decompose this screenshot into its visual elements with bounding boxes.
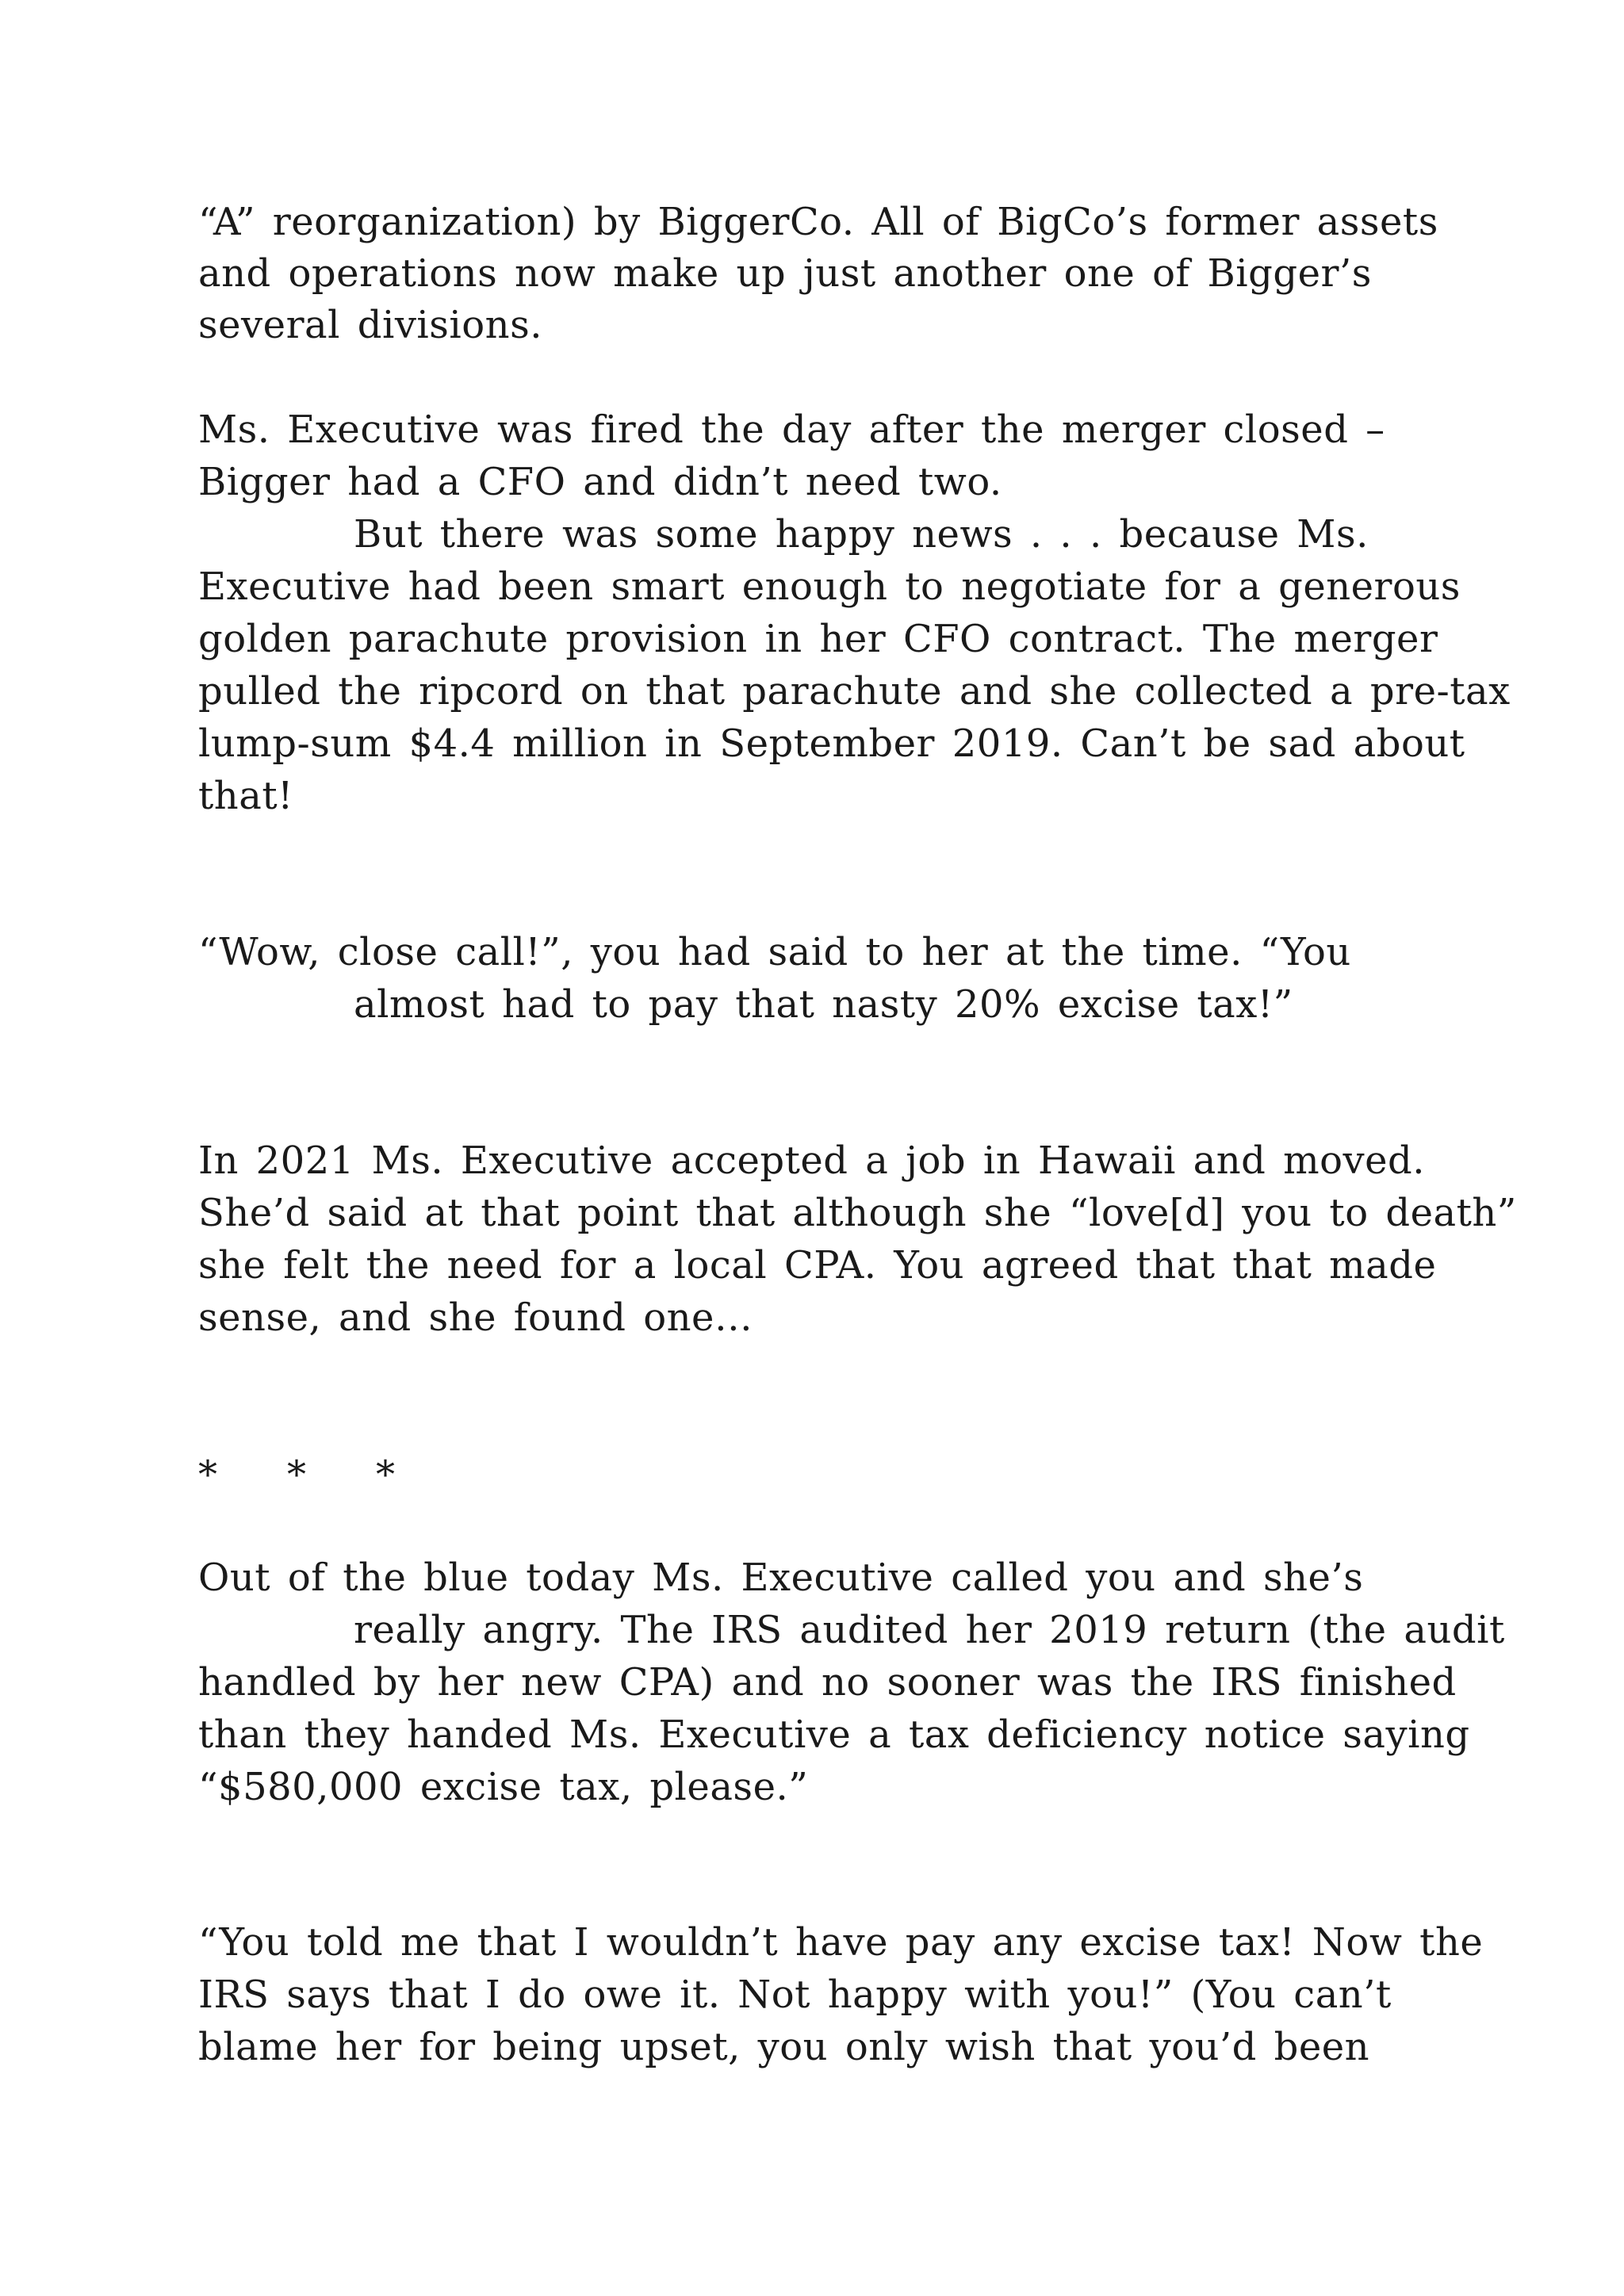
section-break-asterisk: * bbox=[198, 1452, 218, 1497]
text-line: IRS says that I do owe it. Not happy with you!” (You can’t bbox=[198, 1973, 1392, 2017]
text-line: than they handed Ms. Executive a tax deficiency notice saying bbox=[198, 1712, 1470, 1757]
text-line: “$580,000 excise tax, please.” bbox=[198, 1765, 809, 1809]
text-line: that! bbox=[198, 774, 293, 818]
text-line: blame her for being upset, you only wish that you’d been bbox=[198, 2025, 1370, 2069]
text-line: handled by her new CPA) and no sooner was the IRS finished bbox=[198, 1660, 1457, 1705]
text-line: golden parachute provision in her CFO contract. The merger bbox=[198, 617, 1438, 661]
text-line: several divisions. bbox=[198, 303, 542, 347]
section-break-asterisk: * bbox=[376, 1452, 396, 1497]
text-line: Ms. Executive was fired the day after the merger closed – bbox=[198, 408, 1385, 452]
text-line: Bigger had a CFO and didn’t need two. bbox=[198, 460, 1002, 504]
text-line: almost had to pay that nasty 20% excise tax!” bbox=[354, 982, 1293, 1027]
text-line: sense, and she found one… bbox=[198, 1295, 753, 1340]
text-line: In 2021 Ms. Executive accepted a job in Hawaii and moved. bbox=[198, 1138, 1426, 1183]
text-line: lump-sum $4.4 million in September 2019. Can’t be sad about bbox=[198, 721, 1465, 766]
text-line: “Wow, close call!”, you had said to her at the time. “You bbox=[198, 930, 1351, 974]
text-line: she felt the need for a local CPA. You agreed that that made bbox=[198, 1243, 1437, 1288]
text-line: But there was some happy news . . . because Ms. bbox=[354, 512, 1369, 557]
text-line: really angry. The IRS audited her 2019 return (the audit bbox=[354, 1608, 1505, 1652]
text-line: Executive had been smart enough to negotiate for a generous bbox=[198, 564, 1461, 609]
text-line: “A” reorganization) by BiggerCo. All of BigCo’s former assets bbox=[198, 200, 1438, 244]
text-line: She’d said at that point that although she “love[d] you to death” bbox=[198, 1191, 1517, 1235]
text-line: pulled the ripcord on that parachute and she collected a pre-tax bbox=[198, 669, 1511, 714]
text-line: “You told me that I wouldn’t have pay any excise tax! Now the bbox=[198, 1920, 1484, 1965]
text-line: Out of the blue today Ms. Executive called you and she’s bbox=[198, 1556, 1364, 1600]
text-line: and operations now make up just another one of Bigger’s bbox=[198, 251, 1372, 296]
section-break-asterisk: * bbox=[287, 1452, 307, 1497]
